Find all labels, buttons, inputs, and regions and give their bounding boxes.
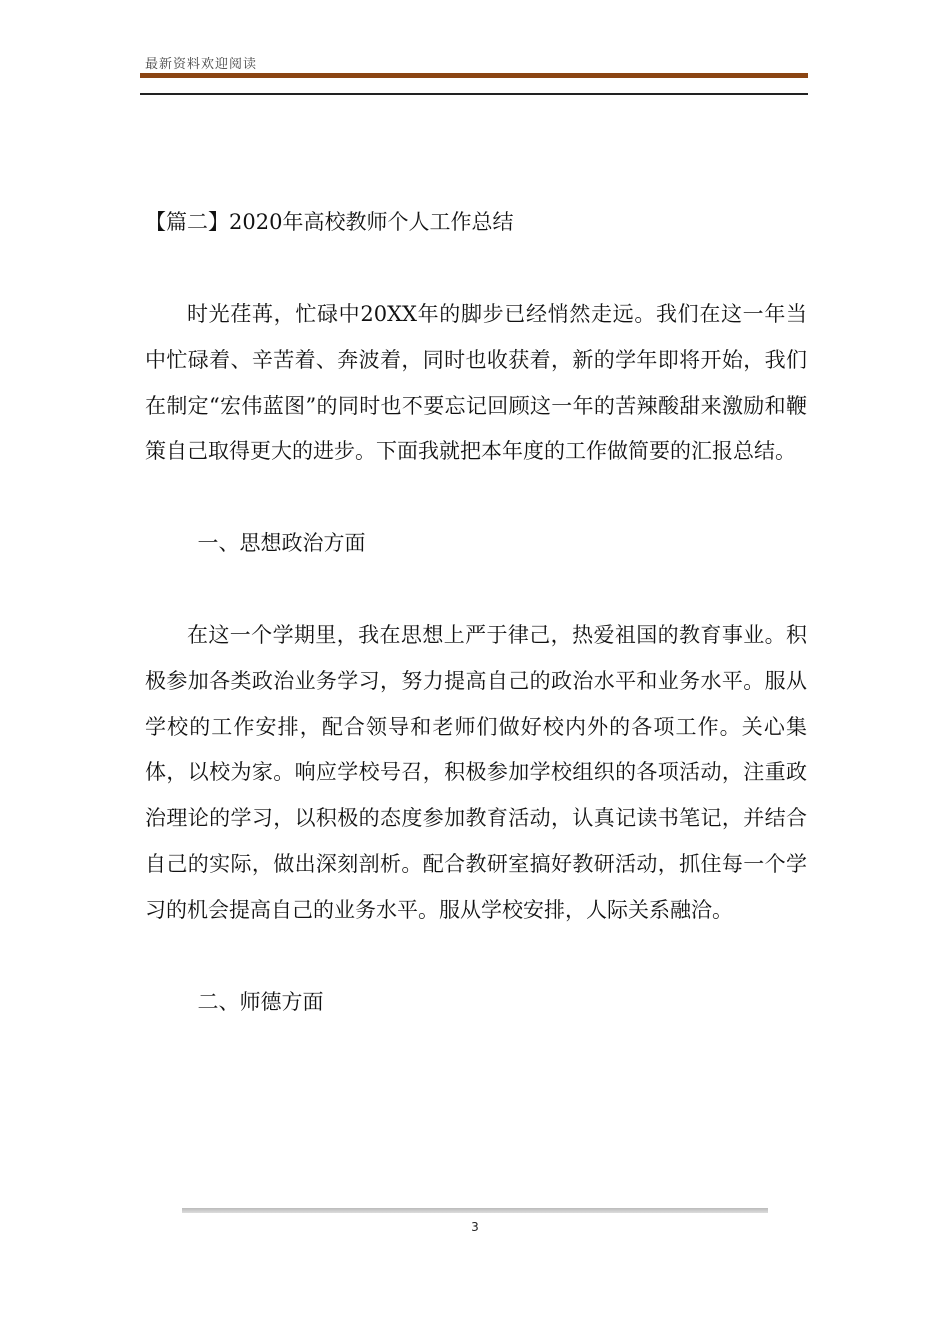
intro-paragraph: 时光荏苒，忙碌中20XX年的脚步已经悄然走远。我们在这一年当中忙碌着、辛苦着、奔波着，同时也收获着，新的学年即将开始，我们在制定“宏伟蓝图”的同时也不要忘记回顾这一年的苦辣酸甜来激励和鞭策自己取得更大的进步。下面我就把本年度的工作做简要的汇报总结。 [145,302,807,464]
spacer [145,934,807,980]
header-rule-thin [140,93,808,95]
document-title: 【篇二】2020年高校教师个人工作总结 [145,210,514,234]
section-1-paragraph: 在这一个学期里，我在思想上严于律己，热爱祖国的教育事业。积极参加各类政治业务学习，努力提高自己的政治水平和业务水平。服从学校的工作安排，配合领导和老师们做好校内外的各项工作。关心集体，以校为家。响应学校号召，积极参加学校组织的各项活动，注重政治理论的学习，以积极的态度参加教育活动，认真记读书笔记，并结合自己的实际，做出深刻剖析。配合教研室搞好教研活动，抓住每一个学习的机会提高自己的业务水平。服从学校安排，人际关系融洽。 [145,622,807,922]
header-rule-thick [140,73,808,78]
page-number: 3 [471,1220,479,1234]
spacer [145,246,807,292]
document-body [145,198,807,1025]
section-heading-2: 二、师德方面 [197,989,324,1014]
footer-rule [182,1208,768,1213]
spacer [145,475,807,521]
section-heading-1: 一、思想政治方面 [197,531,366,556]
spacer [145,567,807,613]
header-text: 最新资料欢迎阅读 [145,57,258,72]
